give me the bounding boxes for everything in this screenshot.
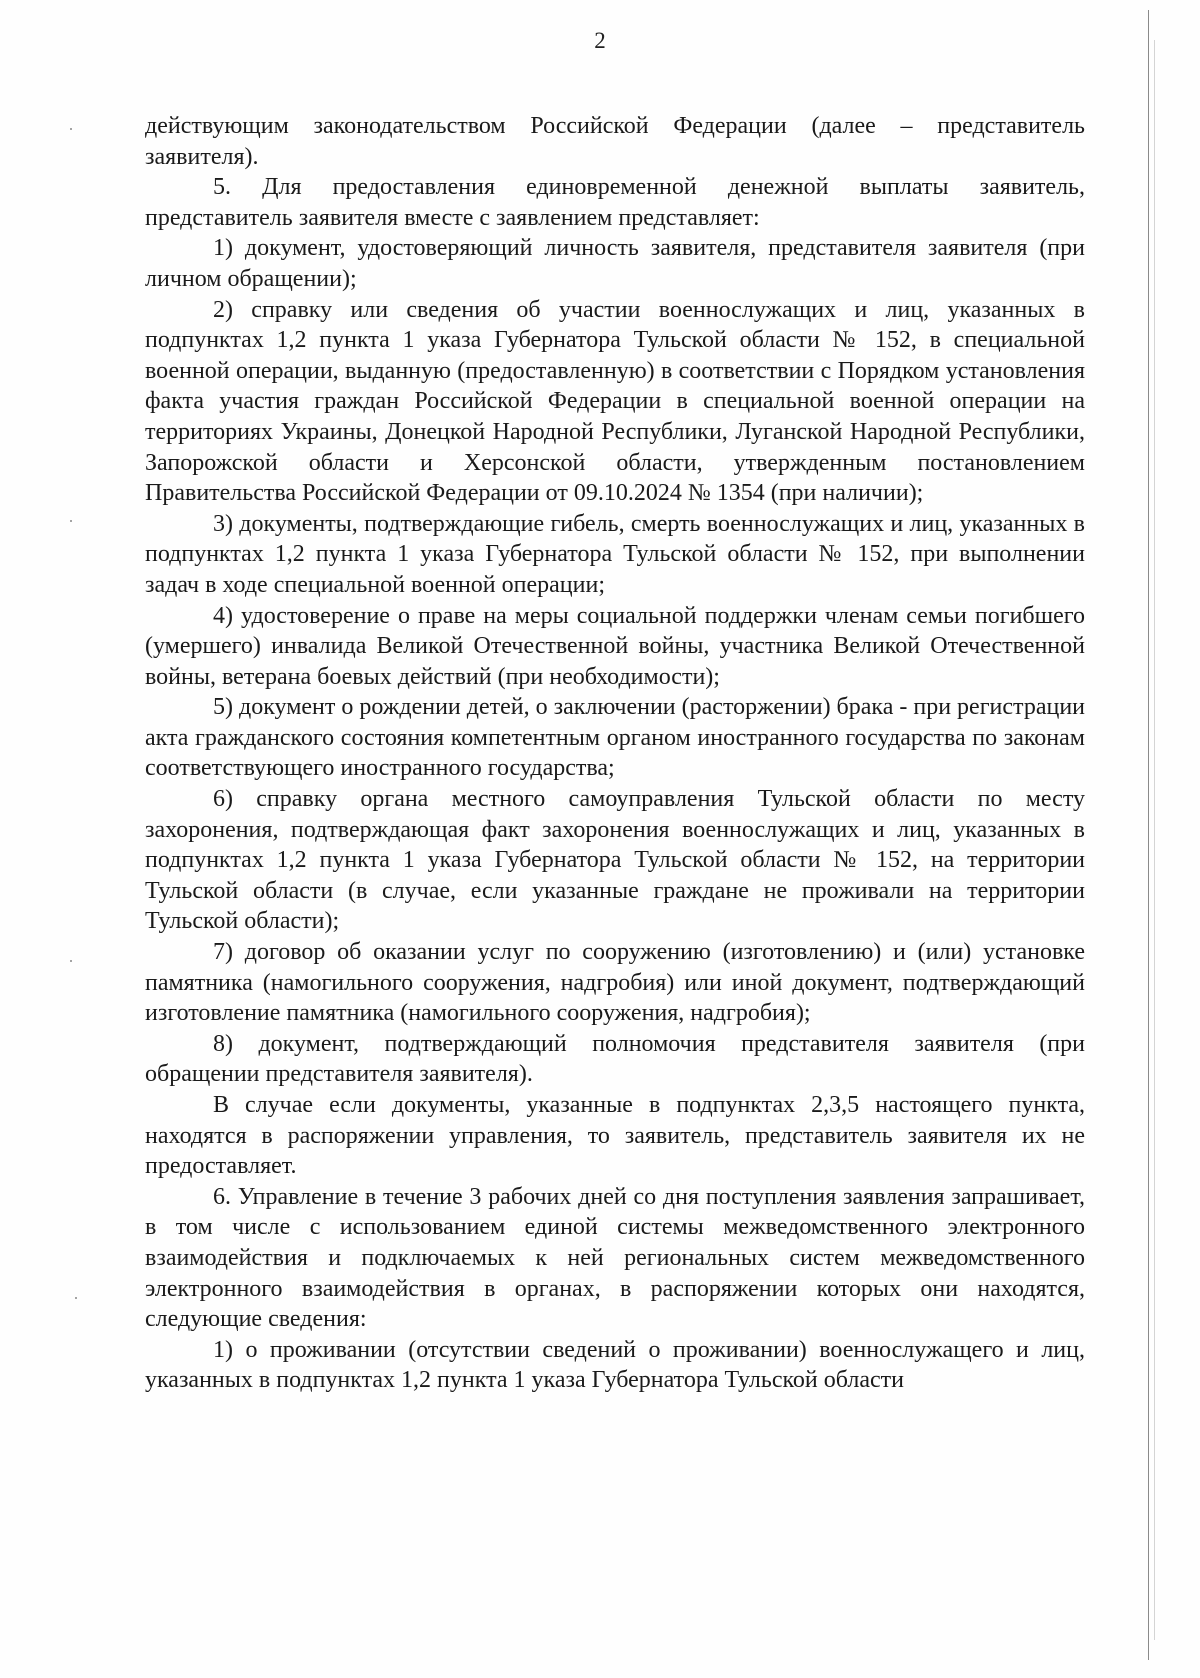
paragraph-subitem-5: 5) документ о рождении детей, о заключении (расторжении) брака - при регистрации акта гражданского состояния компетентным органом иностранного государства по законам соответствующего иностранного государства; <box>145 694 1086 782</box>
page-number: 2 <box>594 28 606 53</box>
paragraph-subitem-3: 3) документы, подтверждающие гибель, смерть военнослужащих и лиц, указанных в подпунктах 1,2 пункта 1 указа Губернатора Тульской области № 152, при выполнении задач в ходе специальной военной операции; <box>145 510 1085 598</box>
scan-edge-line <box>1148 10 1149 1660</box>
paragraph-subitem-4: 4) удостоверение о праве на меры социальной поддержки членам семьи погибшего (умершего) инвалида Великой Отечественной войны, участника Великой Отечественной войны, ветерана боевых действий (при необходимости); <box>145 602 1085 690</box>
paragraph-subitem-7: 7) договор об оказании услуг по сооружению (изготовлению) и (или) установке памятника (намогильного сооружения, надгробия) или иной документ, подтверждающий изготовление памятника (намогильного сооружения, надгробия); <box>145 939 1085 1027</box>
paragraph-subitem-2: 2) справку или сведения об участии военнослужащих и лиц, указанных в подпунктах 1,2 пункта 1 указа Губернатора Тульской области № 152, в специальной военной операции, выданную (предоставленную) в соответствии с Порядком установления факта участия граждан Российской Федерации в специальной военной операции на территориях Украины, Донецкой Народной Республики, Луганской Народной Республики, Запорожской области и Херсонской области, утвержденным постановлением Правительства Российской Федерации от 09.10.2024 № 1354 (при наличии); <box>145 296 1085 507</box>
paragraph-subitem-1: 1) документ, удостоверяющий личность заявителя, представителя заявителя (при личном обращении); <box>145 235 1085 292</box>
paragraph-item-6: 6. Управление в течение 3 рабочих дней со дня поступления заявления запрашивает, в том числе с использованием единой системы межведомственного электронного взаимодействия и подключаемых к ней региональных систем межведомственного электронного взаимодействия в органах, в распоряжении которых они находятся, следующие сведения: <box>145 1183 1085 1333</box>
scan-speck <box>75 1297 77 1299</box>
paragraph-subitem-8: 8) документ, подтверждающий полномочия представителя заявителя (при обращении представителя заявителя). <box>145 1030 1085 1088</box>
paragraph-subitem-6: 6) справку органа местного самоуправления Тульской области по месту захоронения, подтверждающая факт захоронения военнослужащих и лиц, указанных в подпунктах 1,2 пункта 1 указа Губернатора Тульской области № 152, на территории Тульской области (в случае, если указанные граждане не проживали на территории Тульской области); <box>145 786 1085 935</box>
paragraph-exception-note: В случае если документы, указанные в подпунктах 2,3,5 настоящего пункта, находятся в распоряжении управления, то заявитель, представитель заявителя их не предоставляет. <box>145 1092 1085 1180</box>
scan-edge-line-faint <box>1154 40 1155 1640</box>
scan-speck <box>70 960 72 962</box>
paragraph-item-6-subitem-1: 1) о проживании (отсутствии сведений о проживании) военнослужащего и лиц, указанных в подпунктах 1,2 пункта 1 указа Губернатора Тульской области <box>145 1336 1085 1394</box>
paragraph-continuation: действующим законодательством Российской Федерации (далее – представитель заявителя). <box>145 113 1085 170</box>
document-body <box>145 111 1085 1396</box>
scan-speck <box>70 520 72 522</box>
paragraph-item-5: 5. Для предоставления единовременной денежной выплаты заявитель, представитель заявителя вместе с заявлением представляет: <box>145 174 1085 231</box>
scan-speck <box>70 128 72 130</box>
